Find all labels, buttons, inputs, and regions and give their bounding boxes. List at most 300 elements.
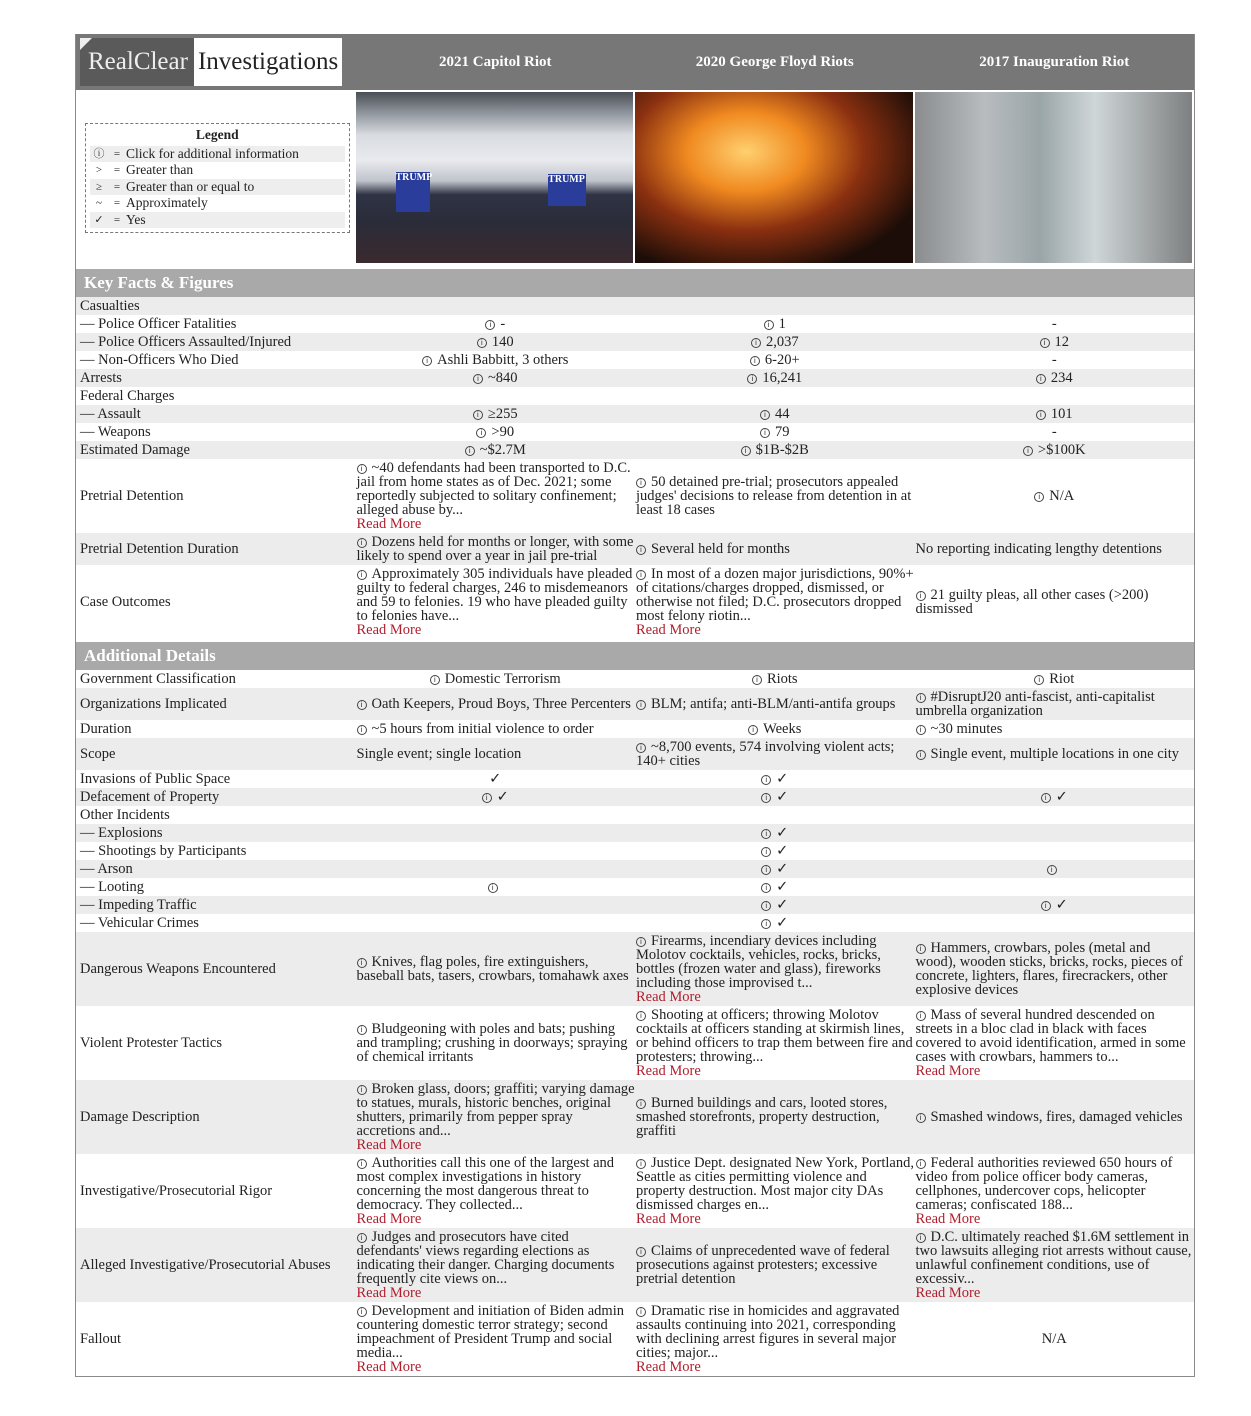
cell-value: N/A [1049,488,1075,504]
table-cell[interactable] [635,315,915,333]
table-cell[interactable] [635,1154,915,1228]
row-label: — Assault [80,406,141,422]
info-icon[interactable]: i [741,446,751,456]
table-cell[interactable] [356,369,636,387]
info-icon[interactable]: i [751,338,761,348]
info-icon[interactable]: i [761,865,771,875]
table-row-arrests [76,369,1194,387]
info-icon[interactable]: i [916,1113,926,1123]
info-icon[interactable]: i [482,793,492,803]
info-icon[interactable]: i [636,478,646,488]
legend-equals: = [113,164,121,176]
table-cell [356,297,636,315]
cell-value: ~8,700 events, 574 involving violent acts; 140+ cities [636,739,895,769]
table-cell [915,824,1195,842]
table-cell[interactable] [635,533,915,565]
info-icon[interactable]: i [761,919,771,929]
table-cell [635,387,915,405]
table-cell[interactable] [635,1080,915,1154]
cell-value: Riot [1049,671,1075,687]
info-icon[interactable]: i [357,1025,367,1035]
photo-banner: TRUMP [548,174,586,206]
info-icon[interactable]: i [636,1099,646,1109]
table-cell [915,1302,1195,1376]
legend-symbol: ~ [96,197,102,209]
table-cell[interactable] [635,896,915,914]
table-row-dangerous-weapons-encountered [76,932,1194,1006]
table-cell[interactable] [915,369,1195,387]
info-icon[interactable]: i [636,1247,646,1257]
logo-investigations: Investigations [194,38,342,86]
cell-value: ✓ [776,879,789,895]
legend-text: Click for additional information [126,145,299,161]
table-cell[interactable] [635,914,915,932]
table-cell[interactable] [915,1006,1195,1080]
table-cell[interactable] [635,1228,915,1302]
row-label: Investigative/Prosecutorial Rigor [80,1183,273,1199]
cell-value: N/A [1041,1331,1067,1347]
info-icon[interactable]: i [357,958,367,968]
row-label: Federal Charges [80,388,175,404]
legend-item [90,162,345,179]
info-icon[interactable]: i [1023,446,1033,456]
cell-value: 79 [775,424,790,440]
table-cell[interactable] [635,369,915,387]
legend-text: Greater than or equal to [126,178,255,194]
table-cell[interactable] [635,405,915,423]
info-icon[interactable]: i [748,725,758,735]
cell-value: ~$2.7M [479,442,526,458]
table-cell[interactable] [635,878,915,896]
info-icon[interactable]: i [916,750,926,760]
table-row-vehicular-crimes [76,914,1194,932]
info-icon[interactable]: i [636,570,646,580]
table-cell [915,842,1195,860]
info-icon[interactable]: i [1034,492,1044,502]
table-cell [915,770,1195,788]
table-row-case-outcomes [76,565,1194,639]
info-icon[interactable]: i [357,1159,367,1169]
legend-item [90,146,345,163]
read-more-link[interactable]: Read More [356,1137,422,1153]
info-icon[interactable]: i [1047,865,1057,875]
table-cell[interactable] [356,315,636,333]
row-label: Arrests [80,370,122,386]
legend [85,123,350,233]
legend-symbol: ✓ [94,213,104,226]
cell-value: Hammers, crowbars, poles (metal and wood), wooden sticks, bricks, rocks, pieces of concrete, lighters, flares, firecrackers, other explosive devices [915,940,1183,998]
cell-value: In most of a dozen major jurisdictions, 90%+ of citations/charges dropped, dismissed, or otherwise not filed; D.C. prosecutors dropped most felony riotin... [636,566,914,624]
row-label: — Police Officers Assaulted/Injured [80,334,292,350]
table-cell [356,770,636,788]
info-icon[interactable]: i [761,793,771,803]
info-icon[interactable]: i [916,1159,926,1169]
table-row-casualties [76,297,1194,315]
table-cell [356,860,636,878]
info-icon[interactable]: i [422,356,432,366]
info-icon[interactable]: i [636,743,646,753]
table-cell[interactable] [356,533,636,565]
info-icon[interactable]: i [473,374,483,384]
table-cell[interactable] [635,565,915,639]
legend-title: Legend [195,127,239,142]
cell-value: - [1051,352,1057,368]
info-icon[interactable]: i [357,464,367,474]
table-row-pretrial-detention [76,459,1194,533]
table-row-shootings-by-participants [76,842,1194,860]
cell-value: Mass of several hundred descended on streets in a bloc clad in black with faces covered to avoid identification, armed in some cases with crowbars, hammers to... [915,1007,1186,1065]
info-icon[interactable]: i [357,538,367,548]
cell-value: Smashed windows, fires, damaged vehicles [930,1109,1183,1125]
read-more-link[interactable]: Read More [636,1063,701,1079]
table-cell[interactable] [356,878,636,896]
cell-value: No reporting indicating lengthy detentions [915,541,1162,557]
cell-value: Authorities call this one of the largest and most complex investigations in history concerning the most dangerous threat to democracy. They collected... [356,1155,615,1213]
info-icon[interactable]: i [1036,410,1046,420]
cell-value: D.C. ultimately reached $1.6M settlement in two lawsuits alleging riot arrests without cause, unlawful confinement conditions, use of excessiv... [915,1229,1192,1287]
info-icon[interactable]: i [636,1159,646,1169]
cell-value: Judges and prosecutors have cited defendants' views regarding elections as indicating their danger. Charging documents frequently cite views on... [356,1229,615,1287]
cell-value: Burned buildings and cars, looted stores, smashed storefronts, property destruction, graffiti [636,1095,888,1139]
table-row-violent-protester-tactics [76,1006,1194,1080]
table-cell [915,351,1195,369]
cell-value: Bludgeoning with poles and bats; pushing and trampling; crushing in doorways; spraying of chemical irritants [356,1021,628,1065]
info-icon[interactable]: i [473,410,483,420]
info-icon[interactable]: i [357,700,367,710]
table-cell [356,896,636,914]
cell-value: 234 [1050,370,1073,386]
cell-value: - [1051,424,1057,440]
cell-value: >$100K [1037,442,1086,458]
logo-realclear: RealClear [80,38,194,86]
table-cell [356,738,636,770]
table-cell[interactable] [635,351,915,369]
comparison-table [75,34,1195,1377]
table-row-weapons [76,423,1194,441]
table-cell[interactable] [635,1006,915,1080]
table-cell[interactable] [356,1080,636,1154]
cell-value: 1 [778,316,786,332]
table-cell[interactable] [635,738,915,770]
row-label: Casualties [80,298,140,314]
table-cell [915,315,1195,333]
table-cell[interactable] [915,788,1195,806]
read-more-link[interactable]: Read More [356,1211,422,1227]
table-cell [635,806,915,824]
info-icon[interactable]: i [761,901,771,911]
info-icon[interactable]: i [761,775,771,785]
table-cell[interactable] [356,405,636,423]
row-label: Violent Protester Tactics [80,1035,223,1051]
legend-item [90,195,345,212]
table-cell [915,806,1195,824]
cell-value: Knives, flag poles, fire extinguishers, baseball bats, tasers, crowbars, tomahawk axes [356,954,629,984]
table-cell [635,297,915,315]
table-row-other-incidents [76,806,1194,824]
inauguration-riot-photo [915,92,1193,263]
cell-value: >90 [491,424,515,440]
table-cell [915,423,1195,441]
table-row-arson [76,860,1194,878]
info-icon[interactable]: i [488,883,498,893]
legend-equals: = [113,213,121,226]
table-cell[interactable] [356,788,636,806]
info-icon[interactable]: i [636,545,646,555]
table-row-assault [76,405,1194,423]
table-cell[interactable] [635,688,915,720]
read-more-link[interactable]: Read More [636,622,701,638]
row-label: Damage Description [80,1109,200,1125]
table-cell [356,914,636,932]
table-cell[interactable] [356,1228,636,1302]
cell-value: Federal authorities reviewed 650 hours of video from police officer body cameras, cellphones, undercover cops, helicopter cameras; confiscated 188... [915,1155,1173,1213]
table-cell[interactable] [356,1302,636,1376]
cell-value: Justice Dept. designated New York, Portland, Seattle as cities permitting violence and property destruction. Most major city DAs dismissed charges en... [636,1155,914,1213]
info-icon[interactable]: i [750,356,760,366]
table-row-explosions [76,824,1194,842]
row-label: — Vehicular Crimes [80,915,199,931]
table-cell[interactable] [915,405,1195,423]
table-row-duration [76,720,1194,738]
table-cell[interactable] [915,333,1195,351]
row-label: Fallout [80,1331,122,1347]
table-cell[interactable] [356,720,636,738]
table-cell[interactable] [635,459,915,533]
info-icon[interactable]: i [465,446,475,456]
row-label: Pretrial Detention Duration [80,541,239,557]
cell-value: Firearms, incendiary devices including Molotov cocktails, vehicles, rocks, bricks, bottles (frozen water and glass), fireworks including those improvised t... [636,933,881,991]
info-icon[interactable]: i [761,829,771,839]
table-cell[interactable] [915,670,1195,688]
info-icon[interactable]: i [752,675,762,685]
table-cell[interactable] [635,670,915,688]
row-label: — Police Officer Fatalities [80,316,237,332]
table-cell[interactable] [635,720,915,738]
info-icon[interactable]: i [636,1307,646,1317]
table-row-organizations-implicated [76,688,1194,720]
read-more-link[interactable]: Read More [356,1285,422,1301]
table-row-non-officers-who-died [76,351,1194,369]
table-cell [915,533,1195,565]
info-icon[interactable]: i [357,1085,367,1095]
legend-equals: = [113,197,121,209]
info-icon[interactable]: i [636,1011,646,1021]
table-row-impeding-traffic [76,896,1194,914]
table-cell[interactable] [915,441,1195,459]
row-label: — Shootings by Participants [80,843,247,859]
table-cell[interactable] [635,1302,915,1376]
table-cell[interactable] [356,333,636,351]
cell-value: ≥255 [487,406,518,422]
table-cell[interactable] [635,441,915,459]
table-cell[interactable] [635,860,915,878]
info-icon[interactable]: i [1040,338,1050,348]
image-row [76,90,1194,266]
info-icon[interactable]: i [1041,901,1051,911]
cell-value: BLM; antifa; anti-BLM/anti-antifa groups [651,696,896,712]
cell-value: Approximately 305 individuals have pleaded guilty to federal charges, 246 to misdemeanors and 59 to felonies. 19 who have pleaded guilty to felonies have... [356,566,633,624]
legend-text: Yes [126,211,146,227]
cell-value: Shooting at officers; throwing Molotov cocktails at officers standing at skirmish lines, or behind officers to trap them between fire and protesters; throwing... [636,1007,913,1065]
row-label: Case Outcomes [80,594,171,610]
info-icon[interactable]: i [760,428,770,438]
cell-value: Several held for months [651,541,790,557]
info-icon[interactable]: i [916,725,926,735]
info-icon[interactable]: i [357,1233,367,1243]
info-icon[interactable]: i [1036,374,1046,384]
info-icon[interactable]: i [485,320,495,330]
info-icon[interactable]: i [764,320,774,330]
table-cell[interactable] [635,770,915,788]
cell-value: ✓ [776,897,789,913]
cell-value: ✓ [776,843,789,859]
cell-value: #DisruptJ20 anti-fascist, anti-capitalist umbrella organization [915,689,1155,719]
cell-value: ~30 minutes [930,721,1003,737]
cell-value: ~840 [487,370,518,386]
cell-value: 140 [491,334,514,350]
row-label: — Weapons [80,424,151,440]
read-more-link[interactable]: Read More [356,1359,422,1375]
table-cell[interactable] [356,1154,636,1228]
section-header-key-facts-figures: Key Facts & Figures [76,269,1194,297]
info-icon[interactable]: i [747,374,757,384]
table-cell[interactable] [915,720,1195,738]
legend-equals: = [113,147,121,160]
cell-value: $1B-$2B [755,442,809,458]
table-cell[interactable] [915,860,1195,878]
table-cell[interactable] [915,1154,1195,1228]
table-cell[interactable] [356,688,636,720]
table-cell[interactable] [635,333,915,351]
info-icon[interactable]: i [916,944,926,954]
info-icon[interactable]: i [916,1233,926,1243]
cell-value: 12 [1054,334,1069,350]
cell-value: ✓ [1055,789,1068,805]
table-cell [915,878,1195,896]
cell-value: Domestic Terrorism [444,671,561,687]
cell-value: 44 [775,406,790,422]
info-icon[interactable]: i [636,937,646,947]
table-cell[interactable] [635,423,915,441]
info-icon[interactable]: i [357,570,367,580]
section-header-additional-details: Additional Details [76,642,1194,670]
info-icon[interactable]: i [477,338,487,348]
table-row-pretrial-detention-duration [76,533,1194,565]
cell-value: 6-20+ [764,352,800,368]
read-more-link[interactable]: Read More [915,1211,981,1227]
cell-value: ~5 hours from initial violence to order [371,721,594,737]
table-cell[interactable] [635,842,915,860]
table-cell[interactable] [356,441,636,459]
legend-symbol: ⓘ [93,147,105,160]
read-more-link[interactable]: Read More [636,989,701,1005]
photo-banner: TRUMP [396,172,430,212]
table-cell[interactable] [915,896,1195,914]
table-cell[interactable] [356,670,636,688]
read-more-link[interactable]: Read More [636,1211,701,1227]
table-cell[interactable] [915,932,1195,1006]
legend-item [90,179,345,196]
table-cell[interactable] [356,459,636,533]
cell-value: ~40 defendants had been transported to D.C. jail from home states as of Dec. 2021; some reportedly subjected to solitary confinement; alleged abuse by... [356,460,631,518]
cell-value: 50 detained pre-trial; prosecutors appealed judges' decisions to release from detention in at least 18 cases [636,474,912,518]
read-more-link[interactable]: Read More [636,1359,701,1375]
table-cell[interactable] [635,824,915,842]
table-cell [915,914,1195,932]
table-cell[interactable] [915,1080,1195,1154]
cell-value: ✓ [776,825,789,841]
row-label: — Looting [80,879,145,895]
table-cell[interactable] [915,565,1195,639]
info-icon[interactable]: i [1034,675,1044,685]
read-more-link[interactable]: Read More [915,1285,981,1301]
table-row-investigative-prosecutorial-rigor [76,1154,1194,1228]
table-cell[interactable] [635,788,915,806]
cell-value: ✓ [489,771,502,787]
info-icon[interactable]: i [916,591,926,601]
info-icon[interactable]: i [476,428,486,438]
table-cell[interactable] [356,932,636,1006]
cell-value: Dozens held for months or longer, with some likely to spend over a year in jail pre-trial [356,534,634,564]
row-label: Pretrial Detention [80,488,184,504]
table-cell[interactable] [356,1006,636,1080]
table-cell[interactable] [915,459,1195,533]
cell-value: Dramatic rise in homicides and aggravated assaults continuing into 2021, corresponding with declining arrest figures in several major cities; major... [636,1303,900,1361]
info-icon[interactable]: i [430,675,440,685]
table-cell [356,806,636,824]
row-label: Organizations Implicated [80,696,227,712]
table-cell[interactable] [915,738,1195,770]
read-more-link[interactable]: Read More [356,516,422,532]
table-cell[interactable] [635,932,915,1006]
cell-value: ✓ [496,789,509,805]
table-cell [356,387,636,405]
row-label: Invasions of Public Space [80,771,231,787]
info-icon[interactable]: i [357,1307,367,1317]
table-cell[interactable] [915,1228,1195,1302]
row-label: — Impeding Traffic [80,897,197,913]
cell-value: 101 [1050,406,1073,422]
table-row-alleged-investigative-prosecutorial-abuses [76,1228,1194,1302]
cell-value: - [500,316,506,332]
table-cell[interactable] [915,688,1195,720]
row-label: — Non-Officers Who Died [80,352,239,368]
info-icon[interactable]: i [1041,793,1051,803]
table-cell[interactable] [356,351,636,369]
info-icon[interactable]: i [916,693,926,703]
row-label: Dangerous Weapons Encountered [80,961,276,977]
info-icon[interactable]: i [636,700,646,710]
read-more-link[interactable]: Read More [356,622,422,638]
info-icon[interactable]: i [916,1011,926,1021]
info-icon[interactable]: i [357,725,367,735]
george-floyd-riot-photo [635,92,913,263]
table-header [76,34,1194,90]
table-cell [356,842,636,860]
cell-value: Single event, multiple locations in one city [930,746,1179,762]
read-more-link[interactable]: Read More [915,1063,981,1079]
table-cell[interactable] [356,423,636,441]
logo[interactable] [76,34,356,90]
legend-equals: = [113,180,121,193]
capitol-riot-photo [356,92,634,263]
info-icon[interactable]: i [761,847,771,857]
table-row-federal-charges [76,387,1194,405]
info-icon[interactable]: i [760,410,770,420]
table-cell[interactable] [356,565,636,639]
info-icon[interactable]: i [761,883,771,893]
row-label: Estimated Damage [80,442,190,458]
